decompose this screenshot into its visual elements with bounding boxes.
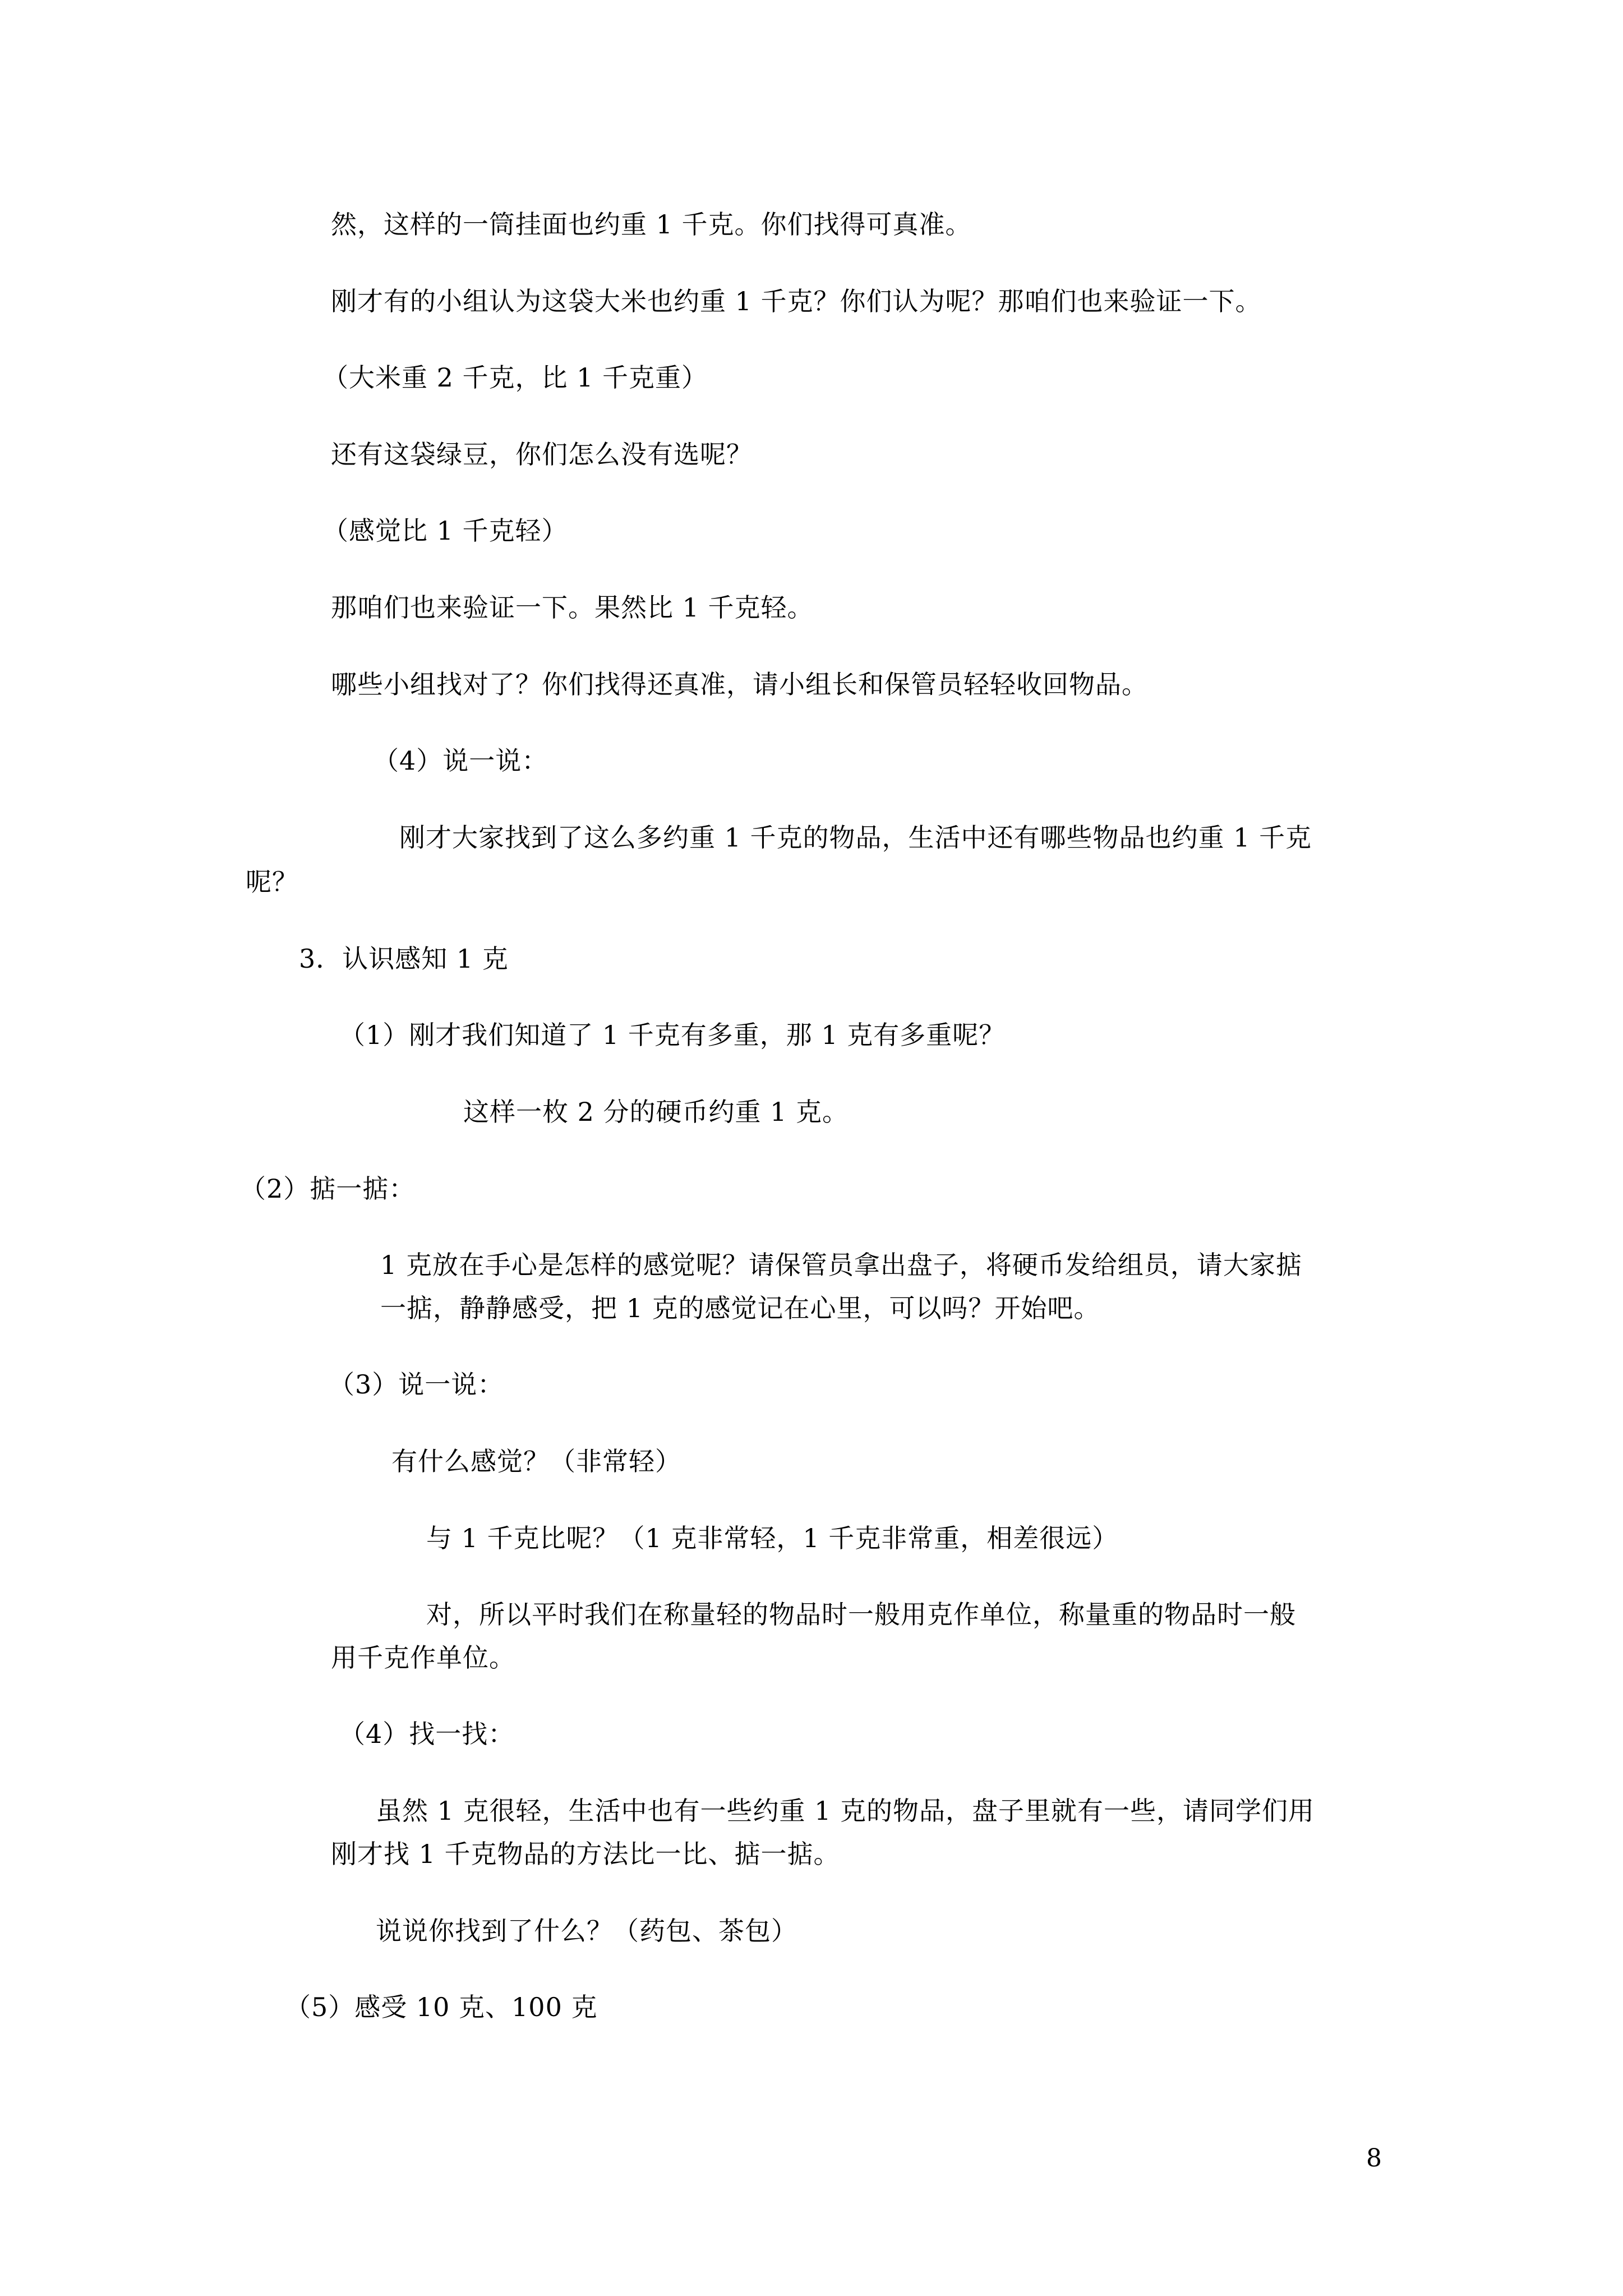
text-line: 说说你找到了什么？（药包、茶包） <box>376 1916 797 1946</box>
text-line: 刚才找 1 千克物品的方法比一比、掂一掂。 <box>331 1839 840 1869</box>
text-line: 刚才有的小组认为这袋大米也约重 1 千克？你们认为呢？那咱们也来验证一下。 <box>331 286 1262 316</box>
text-line: 还有这袋绿豆，你们怎么没有选呢？ <box>331 439 753 470</box>
text-line: 有什么感觉？（非常轻） <box>391 1446 681 1476</box>
text-line: （感觉比 1 千克轻） <box>322 516 568 546</box>
subsection-heading: （4）找一找： <box>339 1719 515 1749</box>
subsection-heading: （4）说一说： <box>373 746 548 776</box>
subsection-heading: （5）感受 10 克、100 克 <box>285 1992 598 2022</box>
text-line: （大米重 2 千克，比 1 千克重） <box>322 362 708 393</box>
text-line: 然，这样的一筒挂面也约重 1 千克。你们找得可真准。 <box>331 209 972 240</box>
section-heading: 3．认识感知 1 克 <box>299 944 509 974</box>
subsection-heading: （2）掂一掂： <box>240 1174 416 1204</box>
subsection-heading: （1）刚才我们知道了 1 千克有多重，那 1 克有多重呢？ <box>339 1020 1006 1050</box>
text-line: 1 克放在手心是怎样的感觉呢？请保管员拿出盘子，将硬币发给组员，请大家掂 <box>380 1250 1302 1280</box>
text-line: 一掂，静静感受，把 1 克的感觉记在心里，可以吗？开始吧。 <box>380 1293 1100 1323</box>
subsection-heading: （3）说一说： <box>329 1369 504 1400</box>
text-line: 与 1 千克比呢？（1 克非常轻，1 千克非常重，相差很远） <box>426 1523 1119 1553</box>
text-line: 哪些小组找对了？你们找得还真准，请小组长和保管员轻轻收回物品。 <box>331 669 1148 700</box>
text-line: 这样一枚 2 分的硬币约重 1 克。 <box>463 1097 849 1127</box>
page-number: 8 <box>1366 2144 1382 2173</box>
text-line: 刚才大家找到了这么多约重 1 千克的物品，生活中还有哪些物品也约重 1 千克 <box>399 822 1312 853</box>
text-line: 呢？ <box>246 867 298 897</box>
text-line: 那咱们也来验证一下。果然比 1 千克轻。 <box>331 592 814 623</box>
text-line: 虽然 1 克很轻，生活中也有一些约重 1 克的物品，盘子里就有一些，请同学们用 <box>376 1796 1315 1826</box>
text-line: 对，所以平时我们在称量轻的物品时一般用克作单位，称量重的物品时一般 <box>426 1599 1296 1630</box>
text-line: 用千克作单位。 <box>331 1642 515 1673</box>
